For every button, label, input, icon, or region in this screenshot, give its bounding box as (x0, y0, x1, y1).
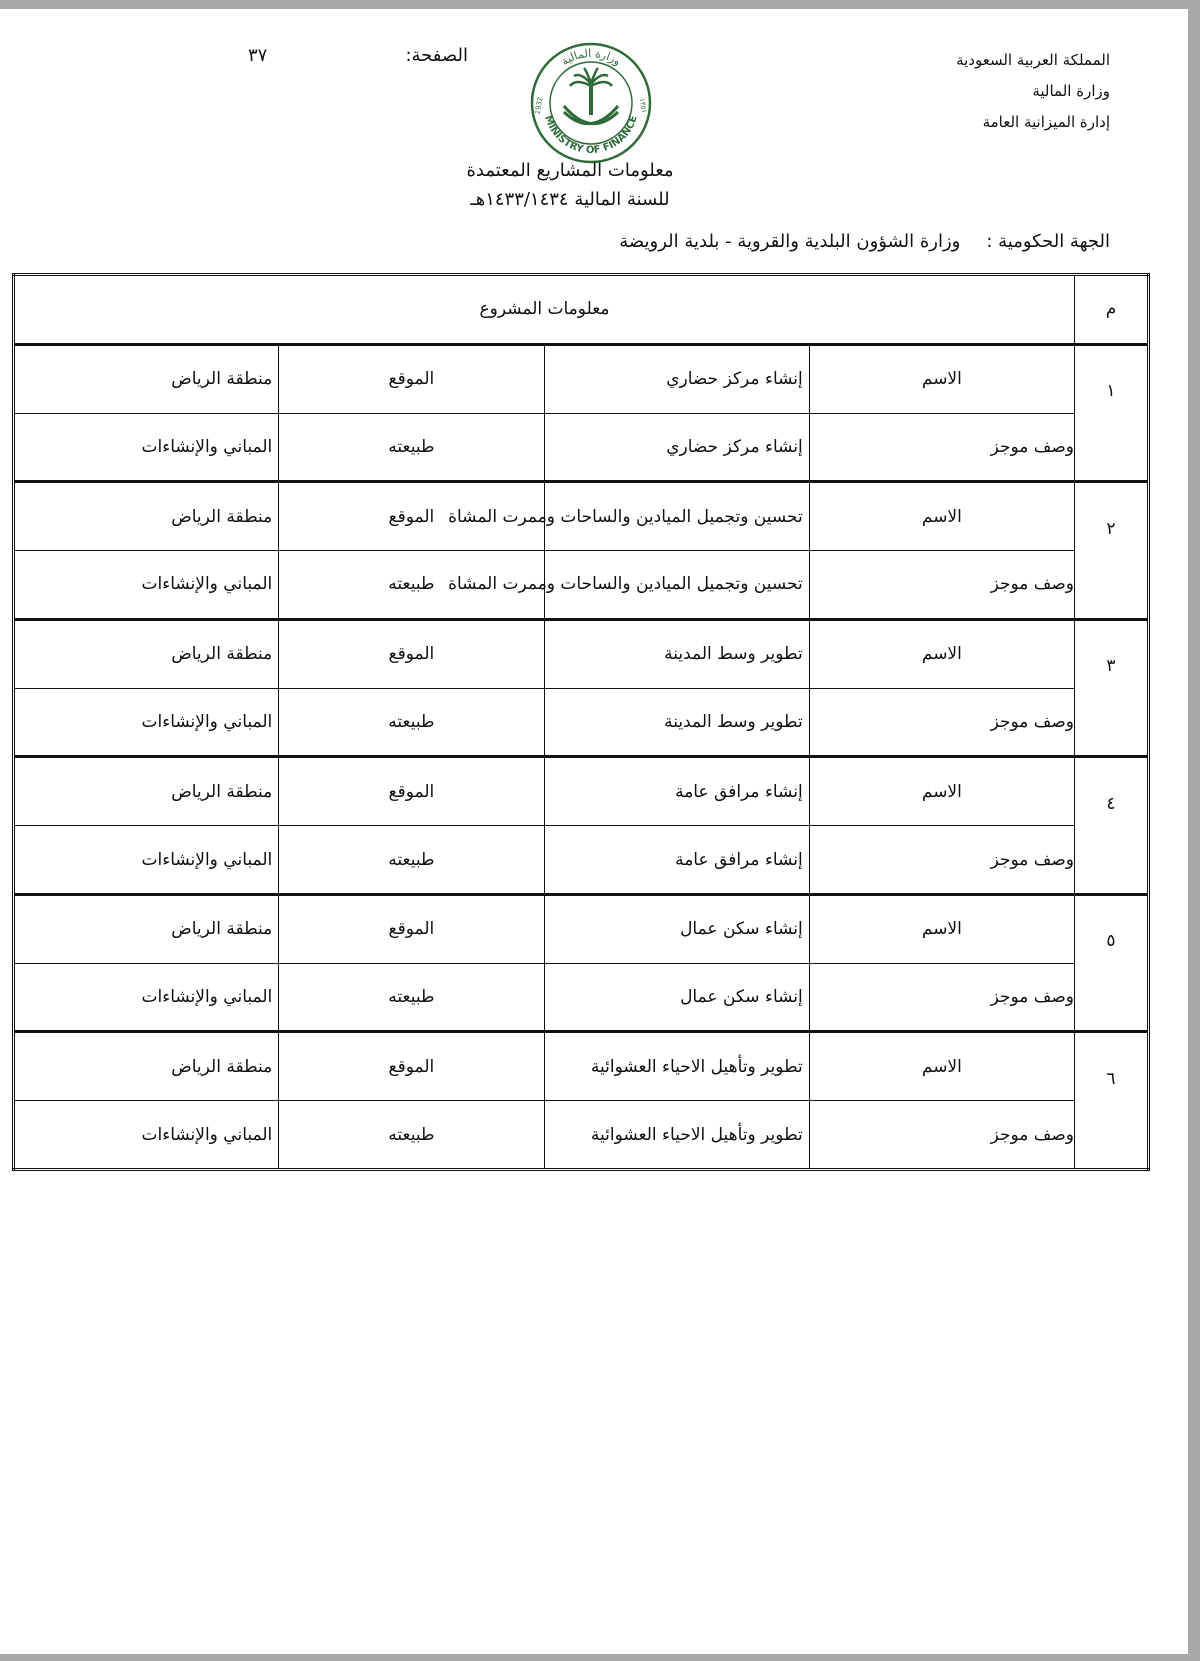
project-location: منطقة الرياض (14, 1032, 279, 1101)
project-location: منطقة الرياض (14, 757, 279, 826)
project-number: ٥ (1075, 894, 1149, 1032)
label-description: وصف موجز (809, 688, 1074, 757)
label-nature: طبيعته (279, 688, 544, 757)
project-number: ٢ (1075, 482, 1149, 620)
department-name: إدارة الميزانية العامة (982, 113, 1110, 131)
label-location: الموقع (279, 1032, 544, 1101)
table-row (14, 413, 1149, 482)
label-name: الاسم (809, 1032, 1074, 1101)
table-row (14, 826, 1149, 895)
table-row (14, 757, 1149, 826)
project-name: إنشاء مرافق عامة (544, 757, 809, 826)
project-number: ١ (1075, 344, 1149, 482)
svg-text:وزارة المالية (559, 47, 623, 68)
project-nature: المباني والإنشاءات (14, 688, 279, 757)
table-row (14, 619, 1149, 688)
project-name: تحسين وتجميل الميادين والساحات وممرت المشاة (544, 482, 809, 551)
page-number: ٣٧ (248, 45, 268, 66)
seal-english-text: MINISTRY OF FINANCE (542, 114, 640, 157)
project-name: تطوير وتأهيل الاحياء العشوائية (544, 1032, 809, 1101)
label-description: وصف موجز (809, 963, 1074, 1032)
label-nature: طبيعته (279, 413, 544, 482)
fiscal-year: للسنة المالية ١٤٣٣/١٤٣٤هـ (470, 189, 670, 210)
project-number: ٣ (1075, 619, 1149, 757)
page-label: الصفحة: (405, 45, 468, 66)
label-nature: طبيعته (279, 551, 544, 620)
government-agency (619, 231, 1110, 252)
project-location: منطقة الرياض (14, 344, 279, 413)
seal-arabic-text: وزارة المالية (558, 46, 624, 69)
agency-value: وزارة الشؤون البلدية والقروية - بلدية الرويضة (619, 231, 961, 252)
project-nature: المباني والإنشاءات (14, 826, 279, 895)
label-name: الاسم (809, 757, 1074, 826)
label-location: الموقع (279, 894, 544, 963)
table-row (14, 894, 1149, 963)
project-description: إنشاء مركز حضاري (544, 413, 809, 482)
table-row (14, 1032, 1149, 1101)
project-description: تحسين وتجميل الميادين والساحات وممرت المشاة (544, 551, 809, 620)
label-nature: طبيعته (279, 826, 544, 895)
label-location: الموقع (279, 344, 544, 413)
project-number: ٤ (1075, 757, 1149, 895)
project-number: ٦ (1075, 1032, 1149, 1170)
project-location: منطقة الرياض (14, 482, 279, 551)
project-location: منطقة الرياض (14, 894, 279, 963)
label-nature: طبيعته (279, 1101, 544, 1170)
seal-year-left: 1932 (533, 96, 545, 116)
header-project-info: معلومات المشروع (14, 275, 1075, 345)
label-description: وصف موجز (809, 1101, 1074, 1170)
label-description: وصف موجز (809, 551, 1074, 620)
agency-label: الجهة الحكومية : (986, 231, 1110, 252)
label-nature: طبيعته (279, 963, 544, 1032)
label-location: الموقع (279, 619, 544, 688)
project-description: تطوير وتأهيل الاحياء العشوائية (544, 1101, 809, 1170)
projects-table (12, 273, 1150, 1171)
label-name: الاسم (809, 482, 1074, 551)
project-nature: المباني والإنشاءات (14, 413, 279, 482)
project-nature: المباني والإنشاءات (14, 551, 279, 620)
project-description: تطوير وسط المدينة (544, 688, 809, 757)
label-name: الاسم (809, 619, 1074, 688)
seal-year-right: ١٣٥١ (637, 97, 649, 114)
issuer-block (956, 45, 1110, 138)
label-description: وصف موجز (809, 826, 1074, 895)
palm-swords-emblem (564, 68, 618, 124)
table-row (14, 688, 1149, 757)
table-row (14, 551, 1149, 620)
header-serial: م (1075, 275, 1149, 345)
table-row (14, 1101, 1149, 1170)
table-row (14, 963, 1149, 1032)
project-nature: المباني والإنشاءات (14, 963, 279, 1032)
table-row (14, 482, 1149, 551)
document-title: معلومات المشاريع المعتمدة (466, 160, 674, 181)
ministry-name: وزارة المالية (1032, 82, 1110, 100)
project-nature: المباني والإنشاءات (14, 1101, 279, 1170)
label-location: الموقع (279, 757, 544, 826)
label-location: الموقع (279, 482, 544, 551)
ministry-seal (526, 40, 656, 165)
table-header-row (14, 275, 1149, 345)
label-description: وصف موجز (809, 413, 1074, 482)
project-description: إنشاء سكن عمال (544, 963, 809, 1032)
kingdom-name: المملكة العربية السعودية (956, 51, 1110, 69)
project-location: منطقة الرياض (14, 619, 279, 688)
label-name: الاسم (809, 344, 1074, 413)
table-row (14, 344, 1149, 413)
document-page (0, 9, 1188, 1654)
project-name: إنشاء سكن عمال (544, 894, 809, 963)
label-name: الاسم (809, 894, 1074, 963)
project-name: تطوير وسط المدينة (544, 619, 809, 688)
project-description: إنشاء مرافق عامة (544, 826, 809, 895)
project-name: إنشاء مركز حضاري (544, 344, 809, 413)
